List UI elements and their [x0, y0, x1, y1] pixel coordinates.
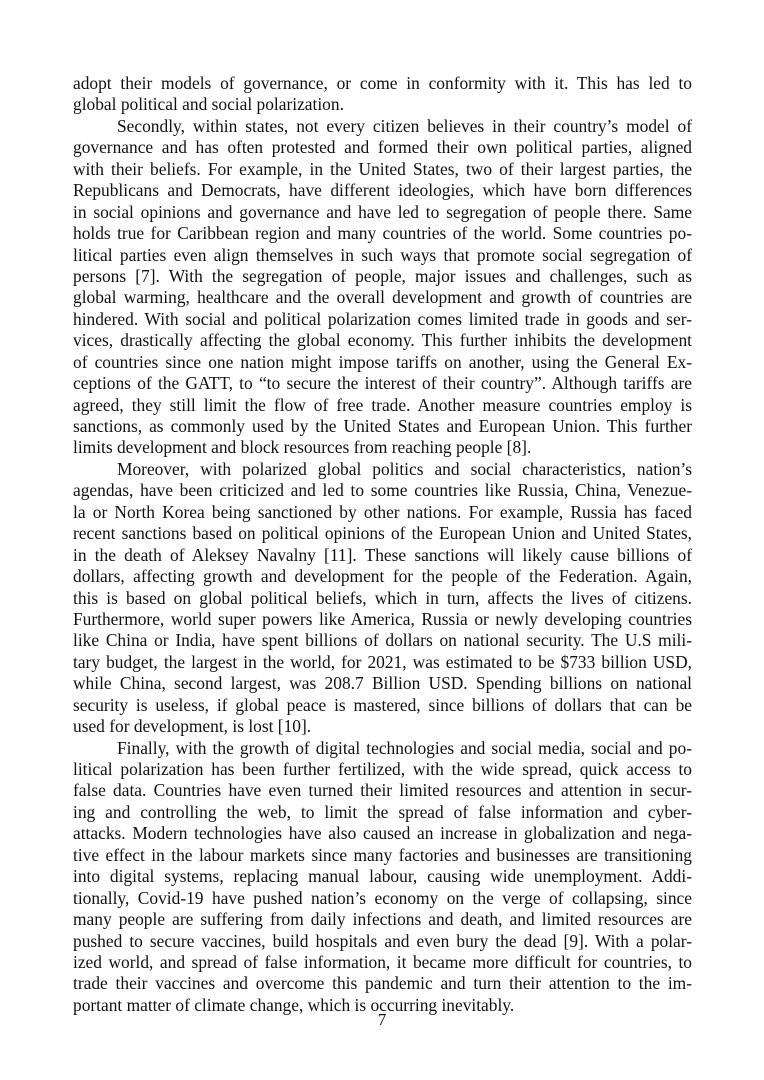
- text-line: many people are suffering from daily infections and death, and limited resources are: [73, 909, 692, 930]
- paragraph-3: [73, 459, 692, 738]
- text-line: while China, second largest, was 208.7 Billion USD. Spending billions on national: [73, 673, 692, 694]
- text-line: portant matter of climate change, which is occurring inevitably.: [73, 994, 515, 1015]
- paragraph-4: [73, 738, 692, 1017]
- text-line: pushed to secure vaccines, build hospitals and even bury the dead [9]. With a polar-: [73, 930, 692, 951]
- text-line: trade their vaccines and overcome this pandemic and turn their attention to the im-: [73, 973, 692, 994]
- text-line: Moreover, with polarized global politics and social characteristics, nation’s: [117, 458, 692, 479]
- text-line: sanctions, as commonly used by the United States and European Union. This further: [73, 416, 692, 436]
- text-line: this is based on global political beliefs, which in turn, affects the lives of citizens.: [73, 587, 692, 608]
- text-line: global warming, healthcare and the overall development and growth of countries are: [73, 287, 692, 308]
- text-line: attacks. Modern technologies have also caused an increase in globalization and nega-: [73, 823, 692, 844]
- text-line: ceptions of the GATT, to “to secure the interest of their country”. Although tariffs are: [73, 373, 692, 394]
- text-line: security is useless, if global peace is mastered, since billions of dollars that can be: [73, 694, 692, 715]
- text-line: Secondly, within states, not every citizen believes in their country’s model of: [117, 115, 692, 136]
- text-line: ized world, and spread of false information, it became more difficult for countries, to: [73, 951, 692, 972]
- paragraph-1: [73, 73, 692, 116]
- text-line: of countries since one nation might impose tariffs on another, using the General Ex-: [73, 351, 692, 372]
- text-line: global political and social polarization.: [73, 94, 344, 115]
- text-line: la or North Korea being sanctioned by other nations. For example, Russia has faced: [73, 501, 692, 522]
- text-line: tionally, Covid-19 have pushed nation’s economy on the verge of collapsing, since: [73, 887, 692, 908]
- text-line: litical polarization has been further fertilized, with the wide spread, quick access to: [73, 759, 692, 779]
- text-line: in the death of Aleksey Navalny [11]. These sanctions will likely cause billions of: [73, 544, 692, 565]
- text-line: holds true for Caribbean region and many countries of the world. Some countries po-: [73, 223, 692, 244]
- text-line: ing and controlling the web, to limit the spread of false information and cyber-: [73, 801, 692, 822]
- text-line: adopt their models of governance, or come in conformity with it. This has led to: [73, 73, 692, 93]
- text-line: agendas, have been criticized and led to some countries like Russia, China, Venezue-: [73, 480, 692, 501]
- text-line: persons [7]. With the segregation of people, major issues and challenges, such as: [73, 265, 692, 286]
- text-line: tary budget, the largest in the world, for 2021, was estimated to be $733 billion USD,: [73, 651, 692, 672]
- text-line: Furthermore, world super powers like America, Russia or newly developing countries: [73, 608, 692, 629]
- paragraph-2: [73, 116, 692, 459]
- text-line: used for development, is lost [10].: [73, 716, 312, 737]
- text-line: like China or India, have spent billions of dollars on national security. The U.S mili-: [73, 630, 692, 651]
- text-line: limits development and block resources from reaching people [8].: [73, 437, 532, 458]
- text-line: tive effect in the labour markets since many factories and businesses are transitioning: [73, 844, 692, 865]
- text-line: litical parties even align themselves in such ways that promote social segregation of: [73, 244, 692, 265]
- page-number: 7: [377, 1010, 387, 1029]
- text-line: false data. Countries have even turned their limited resources and attention in secur-: [73, 780, 692, 801]
- text-line: with their beliefs. For example, in the United States, two of their largest parties, the: [73, 158, 692, 179]
- text-line: Republicans and Democrats, have different ideologies, which have born differences: [73, 180, 692, 201]
- text-line: recent sanctions based on political opinions of the European Union and United States,: [73, 523, 692, 544]
- text-line: governance and has often protested and formed their own political parties, aligned: [73, 137, 692, 158]
- text-line: dollars, affecting growth and development for the people of the Federation. Again,: [73, 566, 692, 587]
- text-line: agreed, they still limit the flow of free trade. Another measure countries employ is: [73, 394, 692, 415]
- text-line: vices, drastically affecting the global economy. This further inhibits the development: [73, 330, 692, 351]
- text-line: in social opinions and governance and have led to segregation of people there. Same: [73, 201, 692, 222]
- text-line: Finally, with the growth of digital technologies and social media, social and po-: [117, 737, 692, 758]
- text-line: into digital systems, replacing manual labour, causing wide unemployment. Addi-: [73, 866, 692, 887]
- body-text: [73, 73, 692, 1016]
- text-line: hindered. With social and political polarization comes limited trade in goods and ser-: [73, 308, 692, 329]
